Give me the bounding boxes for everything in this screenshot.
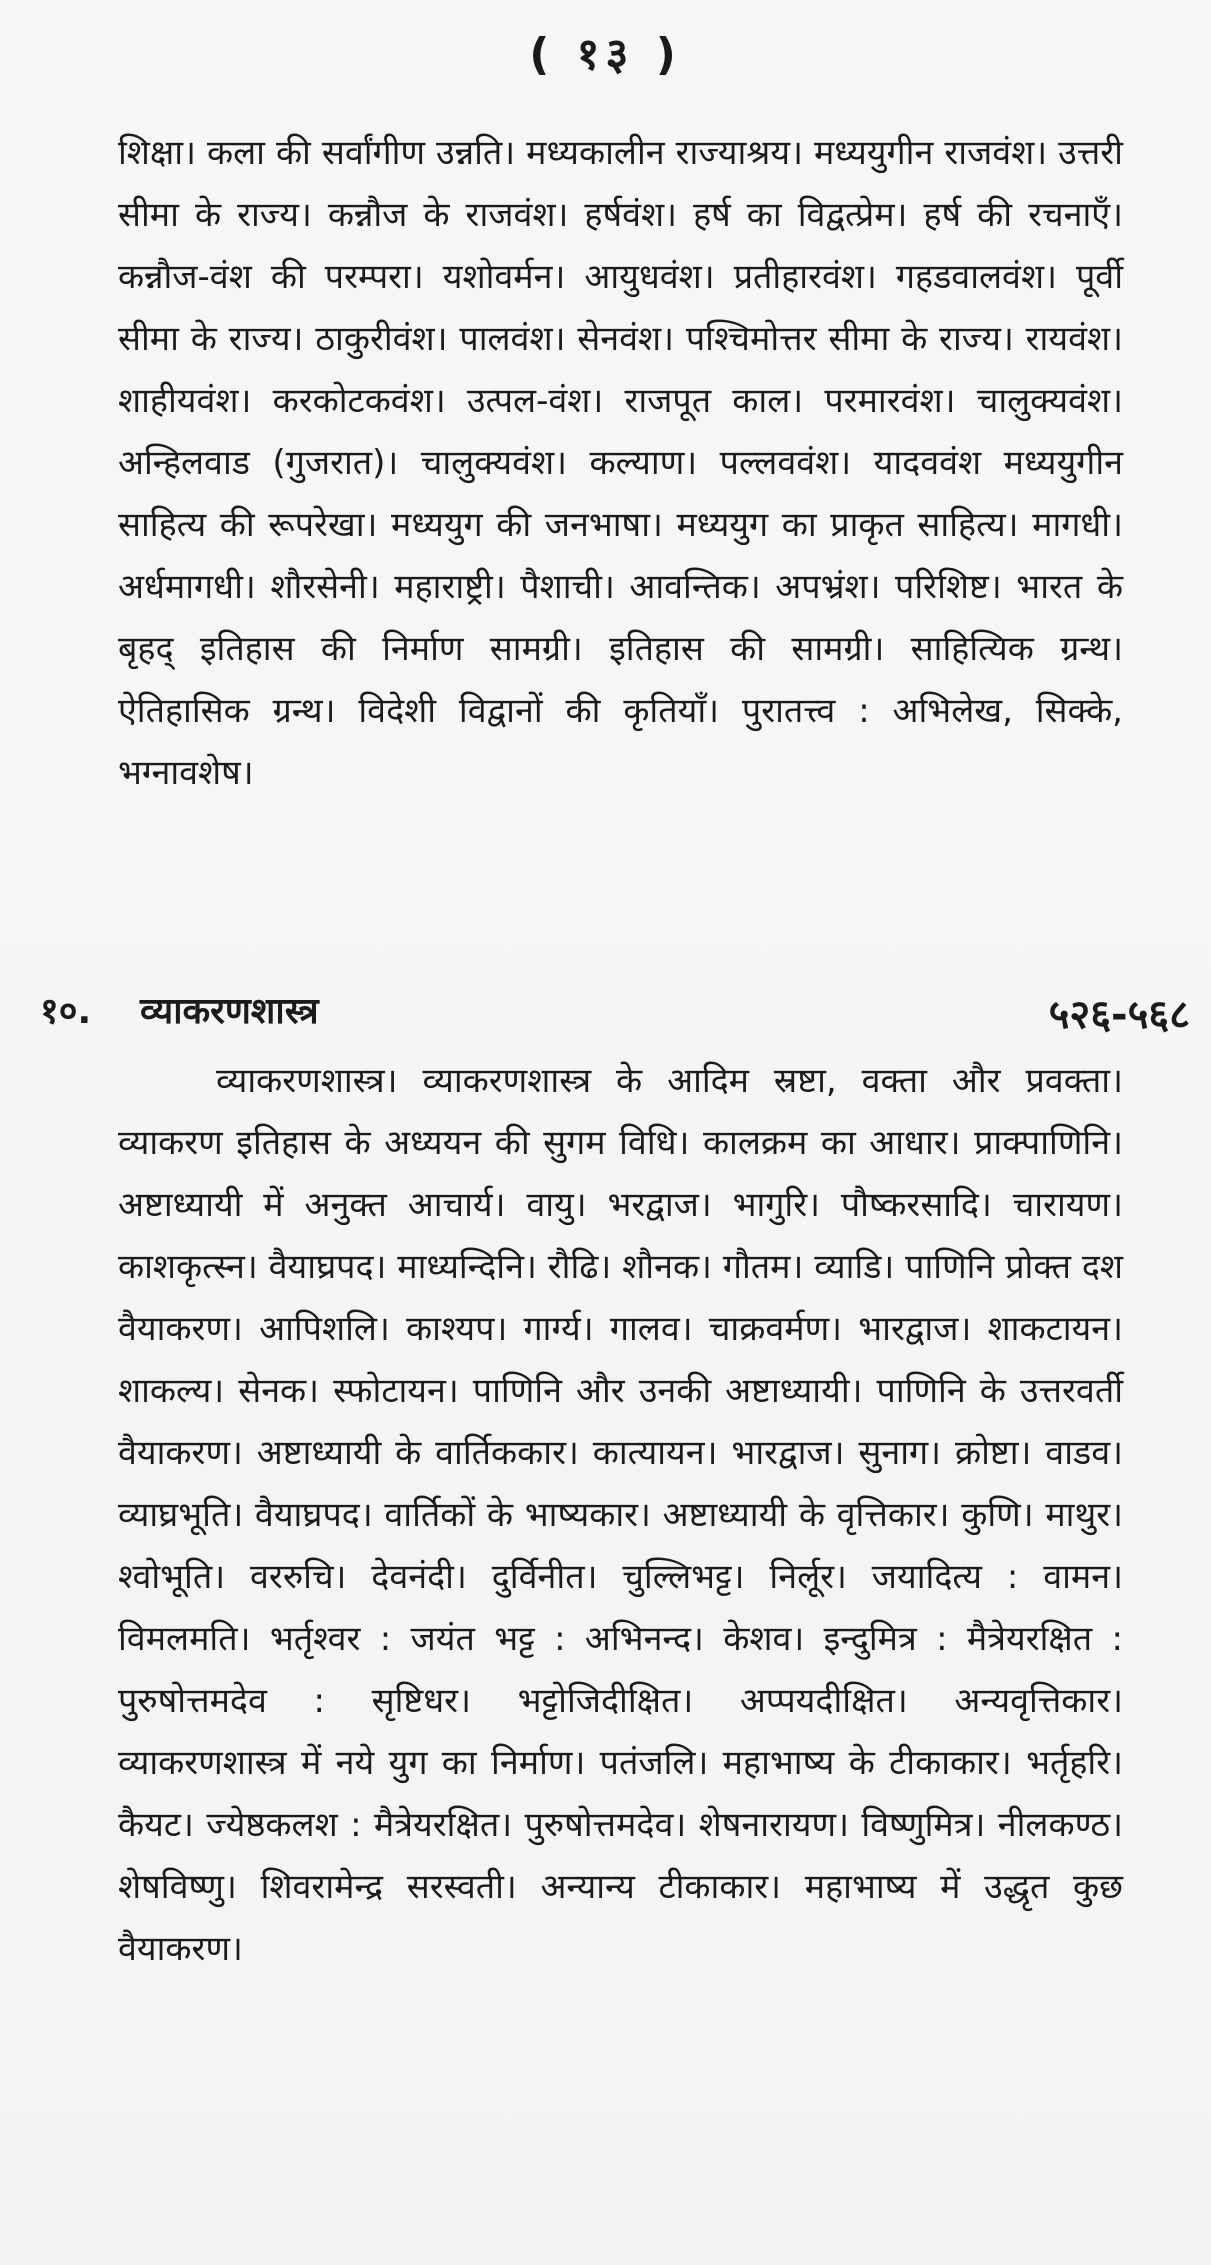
paragraph-1: शिक्षा। कला की सर्वांगीण उन्नति। मध्यकालीन राज्याश्रय। मध्ययुगीन राजवंश। उत्तरी सीमा के राज्य। कन्नौज के राजवंश। हर्षवंश। हर्ष का विद्वत्प्रेम। हर्ष की रचनाएँ। कन्नौज-वंश की परम्परा। यशोवर्मन। आयुधवंश। प्रतीहारवंश। गहडवालवंश। पूर्वी सीमा के राज्य। ठाकुरीवंश। पालवंश। सेनवंश। पश्चिमोत्तर सीमा के राज्य। रायवंश। शाहीयवंश। करकोटकवंश। उत्पल-वंश। राजपूत काल। परमारवंश। चालुक्यवंश। अन्हिलवाड (गुजरात)। चालुक्यवंश। कल्याण। पल्लववंश। यादववंश मध्ययुगीन साहित्य की रूपरेखा। मध्ययुग की जनभाषा। मध्ययुग का प्राकृत साहित्य। मागधी। अर्धमागधी। शौरसेनी। महाराष्ट्री। पैशाची। आवन्तिक। अपभ्रंश। परिशिष्ट। भारत के बृहद् इतिहास की निर्माण सामग्री। इतिहास की सामग्री। साहित्यिक ग्रन्थ। ऐतिहासिक ग्रन्थ। विदेशी विद्वानों की कृतियाँ। पुरातत्त्व : अभिलेख, सिक्के, भग्नावशेष।: [118, 133, 1123, 793]
section-number: १०.: [40, 991, 92, 1032]
page-number: ( १३ ): [529, 29, 682, 80]
section-page-range: ५२६-५६८: [1048, 992, 1190, 1038]
section-title: व्याकरणशास्त्र: [140, 991, 319, 1032]
section-heading: [40, 985, 1190, 1045]
paragraph-2: व्याकरणशास्त्र। व्याकरणशास्त्र के आदिम स्रष्टा, वक्ता और प्रवक्ता। व्याकरण इतिहास के अध्ययन की सुगम विधि। कालक्रम का आधार। प्राक्पाणिनि। अष्टाध्यायी में अनुक्त आचार्य। वायु। भरद्वाज। भागुरि। पौष्करसादि। चारायण। काशकृत्स्न। वैयाघ्रपद। माध्यन्दिनि। रौढि। शौनक। गौतम। व्याडि। पाणिनि प्रोक्त दश वैयाकरण। आपिशलि। काश्यप। गार्ग्य। गालव। चाक्रवर्मण। भारद्वाज। शाकटायन। शाकल्य। सेनक। स्फोटायन। पाणिनि और उनकी अष्टाध्यायी। पाणिनि के उत्तरवर्ती वैयाकरण। अष्टाध्यायी के वार्तिककार। कात्यायन। भारद्वाज। सुनाग। क्रोष्टा। वाडव। व्याघ्रभूति। वैयाघ्रपद। वार्तिकों के भाष्यकार। अष्टाध्यायी के वृत्तिकार। कुणि। माथुर। श्वोभूति। वररुचि। देवनंदी। दुर्विनीत। चुल्लिभट्ट। निर्लूर। जयादित्य : वामन। विमलमति। भर्तृश्वर : जयंत भट्ट : अभिनन्द। केशव। इन्दुमित्र : मैत्रेयरक्षित : पुरुषोत्तमदेव : सृष्टिधर। भट्टोजिदीक्षित। अप्पयदीक्षित। अन्यवृत्तिकार। व्याकरणशास्त्र में नये युग का निर्माण। पतंजलि। महाभाष्य के टीकाकार। भर्तृहरि। कैयट। ज्येष्ठकलश : मैत्रेयरक्षित। पुरुषोत्तमदेव। शेषनारायण। विष्णुमित्र। नीलकण्ठ। शेषविष्णु। शिवरामेन्द्र सरस्वती। अन्यान्य टीकाकार। महाभाष्य में उद्धृत कुछ वैयाकरण।: [118, 1061, 1123, 1969]
